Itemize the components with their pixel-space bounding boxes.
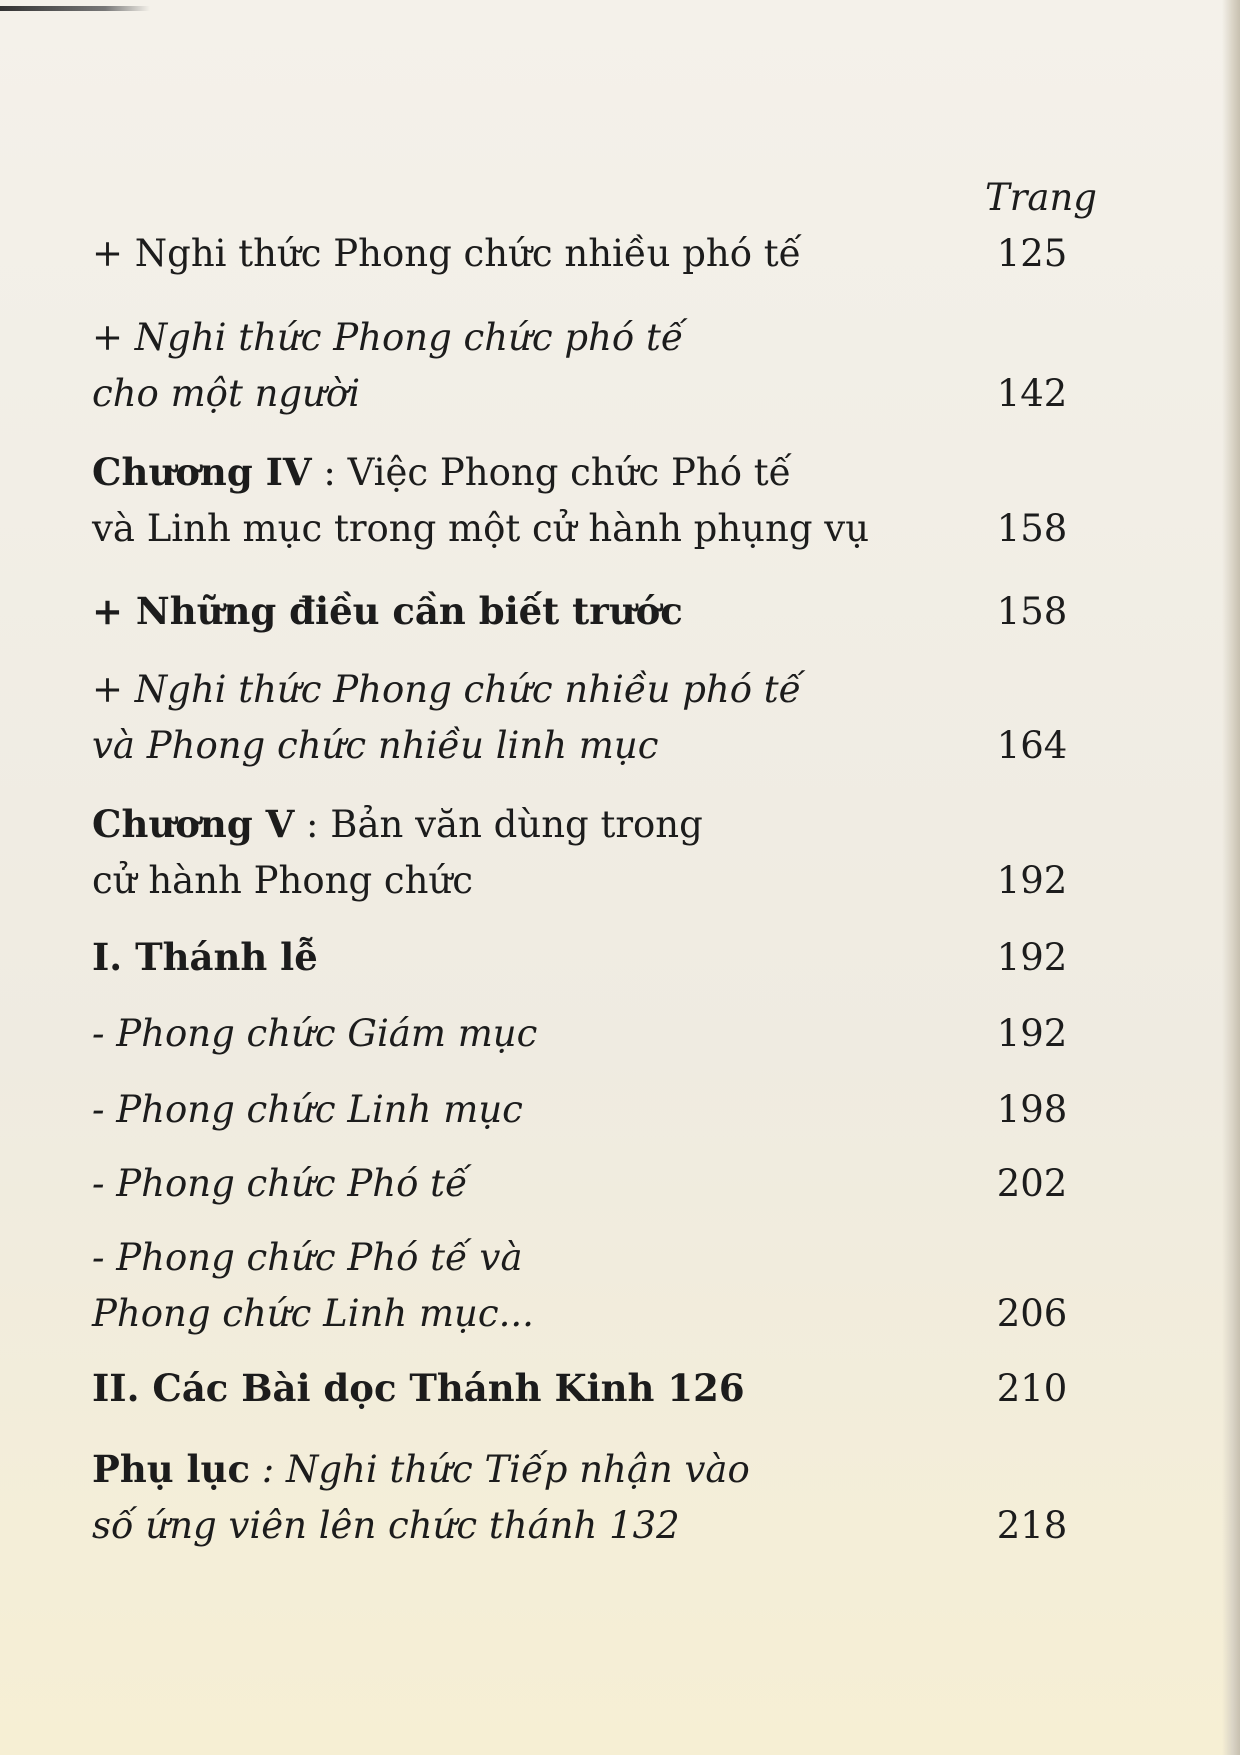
toc-entry-text: + Nghi thức Phong chức phó tế — [92, 316, 684, 359]
toc-entry-text: - Phong chức Phó tế và — [92, 1236, 523, 1279]
page-column-header: Trang — [985, 176, 1097, 219]
toc-entry-line — [92, 662, 892, 718]
toc-entry-text: + Những điều cần biết trước — [92, 589, 683, 633]
toc-entry — [92, 662, 1127, 774]
toc-entry-text: và Linh mục trong một cử hành phụng vụ — [92, 507, 870, 550]
toc-entry-line — [92, 226, 892, 282]
toc-entry-line — [92, 929, 892, 986]
toc-page-number: 218 — [996, 1504, 1068, 1547]
toc-entry-line — [92, 1156, 892, 1212]
toc-entry-text: II. Các Bài dọc Thánh Kinh 126 — [92, 1366, 745, 1410]
toc-entry-title — [92, 226, 892, 282]
toc-entry-text: : Việc Phong chức Phó tế — [311, 451, 792, 494]
toc-entry-line — [92, 501, 892, 557]
toc-entry-line — [92, 1498, 892, 1554]
toc-entry — [92, 226, 1127, 282]
toc-entry-line — [92, 444, 892, 501]
toc-entry-title — [92, 1082, 892, 1138]
toc-entry — [92, 1156, 1127, 1212]
toc-page-number: 206 — [996, 1292, 1068, 1335]
toc-entry-line — [92, 796, 892, 853]
toc-entry-text: Chương V — [92, 802, 295, 846]
toc-entry-text: số ứng viên lên chức thánh 132 — [92, 1504, 680, 1547]
toc-page-number: 210 — [996, 1367, 1068, 1410]
toc-entry-title — [92, 929, 892, 986]
toc-entry-title — [92, 1230, 892, 1342]
toc-entry-text: + Nghi thức Phong chức nhiều phó tế — [92, 232, 802, 275]
toc-entry-line — [92, 1006, 892, 1062]
toc-page-number: 142 — [996, 372, 1068, 415]
toc-entry — [92, 1360, 1127, 1417]
toc-entry-title — [92, 1156, 892, 1212]
toc-entry — [92, 1230, 1127, 1342]
toc-entry-text: cử hành Phong chức — [92, 859, 474, 902]
toc-page-number: 192 — [996, 1012, 1068, 1055]
toc-entry-line — [92, 853, 892, 909]
toc-entry-text: Phong chức Linh mục... — [92, 1292, 534, 1335]
toc-page-number: 125 — [996, 232, 1068, 275]
toc-entry — [92, 1006, 1127, 1062]
toc-entry-text: I. Thánh lễ — [92, 935, 318, 979]
toc-entry-line — [92, 310, 892, 366]
toc-entry-text: Chương IV — [92, 450, 312, 494]
toc-page-number: 164 — [996, 724, 1068, 767]
toc-entry — [92, 1082, 1127, 1138]
toc-entry-line — [92, 1286, 892, 1342]
toc-entry-text: Phụ lục — [92, 1447, 250, 1491]
toc-entry — [92, 1441, 1127, 1554]
toc-entry-line — [92, 1441, 892, 1498]
toc-entry-title — [92, 310, 892, 422]
toc-entry-line — [92, 1082, 892, 1138]
toc-entry-line — [92, 583, 892, 640]
toc-entry-title — [92, 796, 892, 909]
toc-entry-title — [92, 662, 892, 774]
toc-page-number: 202 — [996, 1162, 1068, 1205]
toc-entry-text: : Bản văn dùng trong — [294, 803, 703, 846]
toc-entry-line — [92, 718, 892, 774]
toc-entry-title — [92, 444, 892, 557]
toc-entry-title — [92, 1441, 892, 1554]
page-gutter-shadow — [1222, 0, 1240, 1755]
toc-entry — [92, 444, 1127, 557]
toc-entry-line — [92, 1360, 892, 1417]
toc-entry-text: - Phong chức Linh mục — [92, 1088, 523, 1131]
toc-entry-text: + Nghi thức Phong chức nhiều phó tế — [92, 668, 802, 711]
page-edge-shadow — [0, 6, 150, 11]
toc-entry-text: - Phong chức Giám mục — [92, 1012, 538, 1055]
toc-entry-list — [92, 226, 1127, 1554]
table-of-contents — [92, 170, 1127, 1554]
toc-entry-title — [92, 1006, 892, 1062]
toc-entry-line — [92, 366, 892, 422]
toc-page-number: 158 — [996, 507, 1068, 550]
toc-entry-title — [92, 583, 892, 640]
toc-page-number: 158 — [996, 590, 1068, 633]
toc-entry-text: : Nghi thức Tiếp nhận vào — [250, 1448, 750, 1491]
toc-page-number: 192 — [996, 859, 1068, 902]
toc-entry-title — [92, 1360, 892, 1417]
toc-entry-line — [92, 1230, 892, 1286]
toc-entry-text: và Phong chức nhiều linh mục — [92, 724, 659, 767]
toc-page-number: 192 — [996, 936, 1068, 979]
toc-entry — [92, 310, 1127, 422]
toc-entry-text: - Phong chức Phó tế — [92, 1162, 468, 1205]
toc-page-number: 198 — [996, 1088, 1068, 1131]
toc-entry-text: cho một người — [92, 372, 361, 415]
toc-entry — [92, 929, 1127, 986]
toc-entry — [92, 583, 1127, 640]
toc-entry — [92, 796, 1127, 909]
